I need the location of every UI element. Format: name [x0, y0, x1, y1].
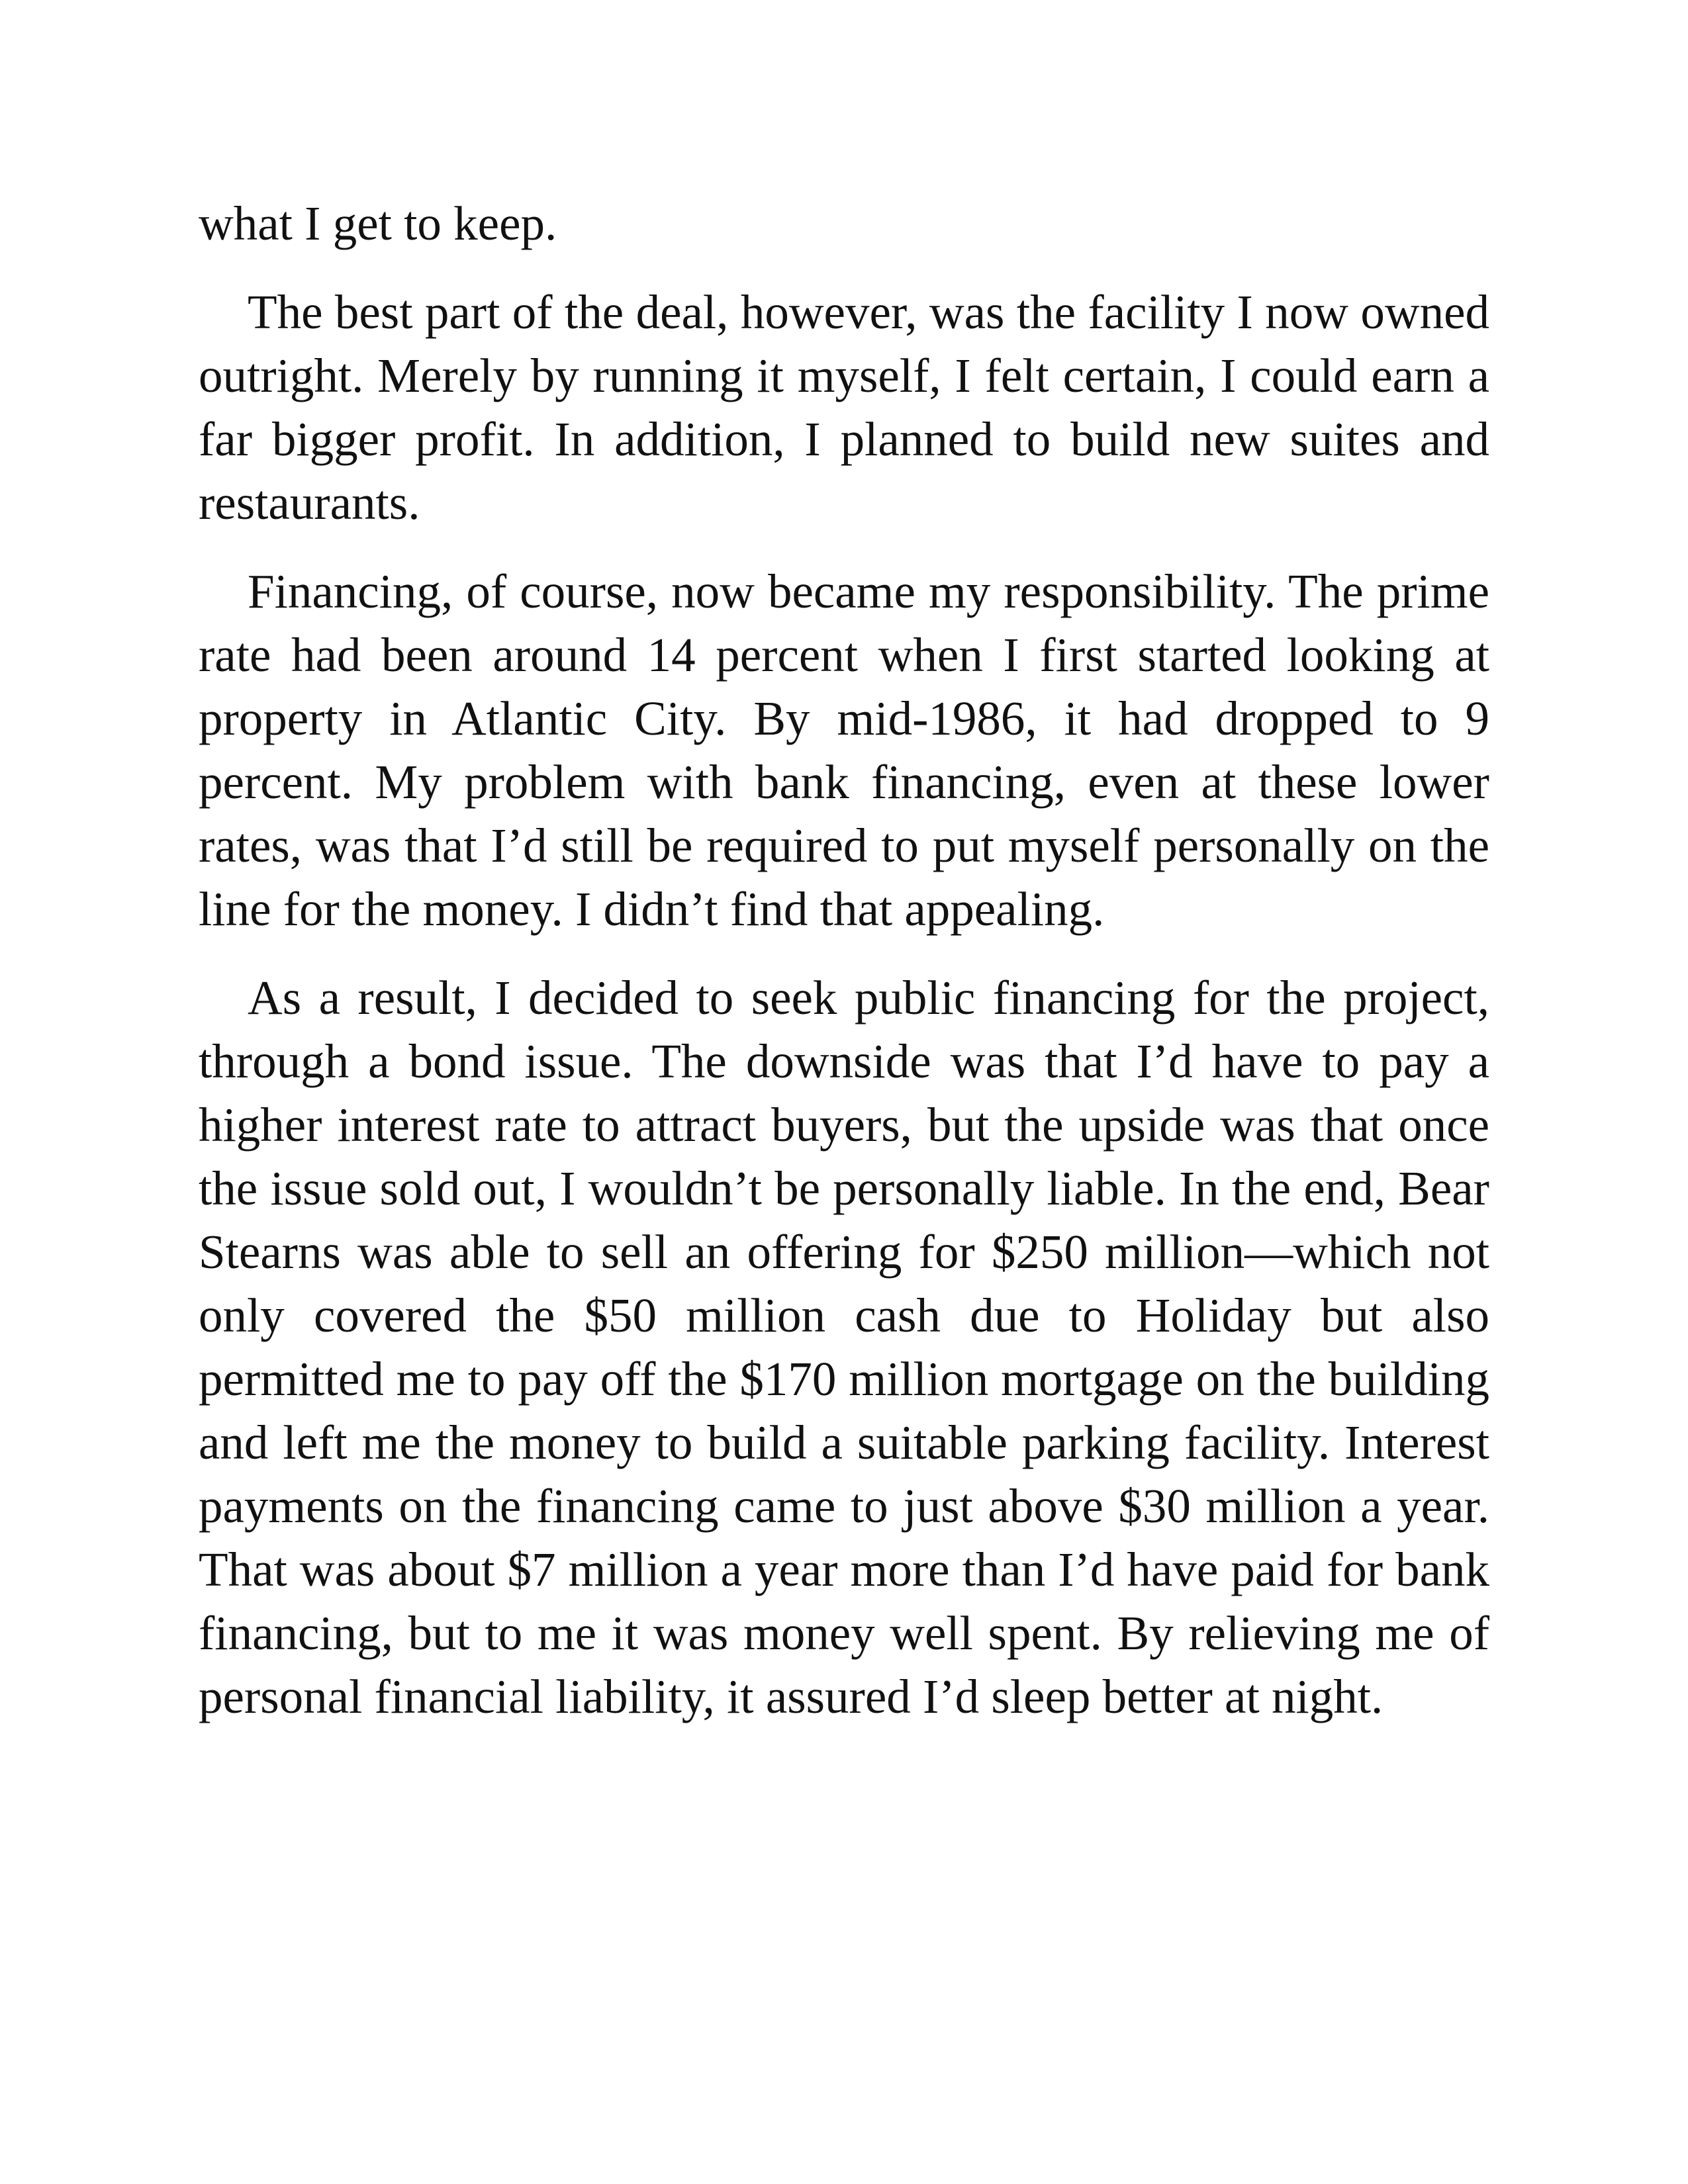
paragraph-financing: Financing, of course, now became my responsibility. The prime rate had been around 14 percent when I first started looking at property in Atlantic City. By mid-1986, it had dropped to 9 percent. My problem with bank financing, even at these lower rates, was that I’d still be required to put myself personally on the line for the money. I didn’t find that appealing. [199, 565, 1489, 936]
document-page [199, 192, 1489, 1754]
paragraph-facility: The best part of the deal, however, was the facility I now owned outright. Merely by running it myself, I felt certain, I could earn a far bigger profit. In addition, I planned to build new suites and restaurants. [199, 285, 1489, 529]
paragraph-bond-issue: As a result, I decided to seek public financing for the project, through a bond issue. The downside was that I’d have to pay a higher interest rate to attract buyers, but the upside was that once the issue sold out, I wouldn’t be personally liable. In the end, Bear Stearns was able to sell an offering for $250 million—which not only covered the $50 million cash due to Holiday but also permitted me to pay off the $170 million mortgage on the building and left me the money to build a suitable parking facility. Interest payments on the financing came to just above $30 million a year. That was about $7 million a year more than I’d have paid for bank financing, but to me it was money well spent. By relieving me of personal financial liability, it assured I’d sleep better at night. [199, 971, 1489, 1723]
paragraph-continuation: what I get to keep. [199, 197, 557, 250]
